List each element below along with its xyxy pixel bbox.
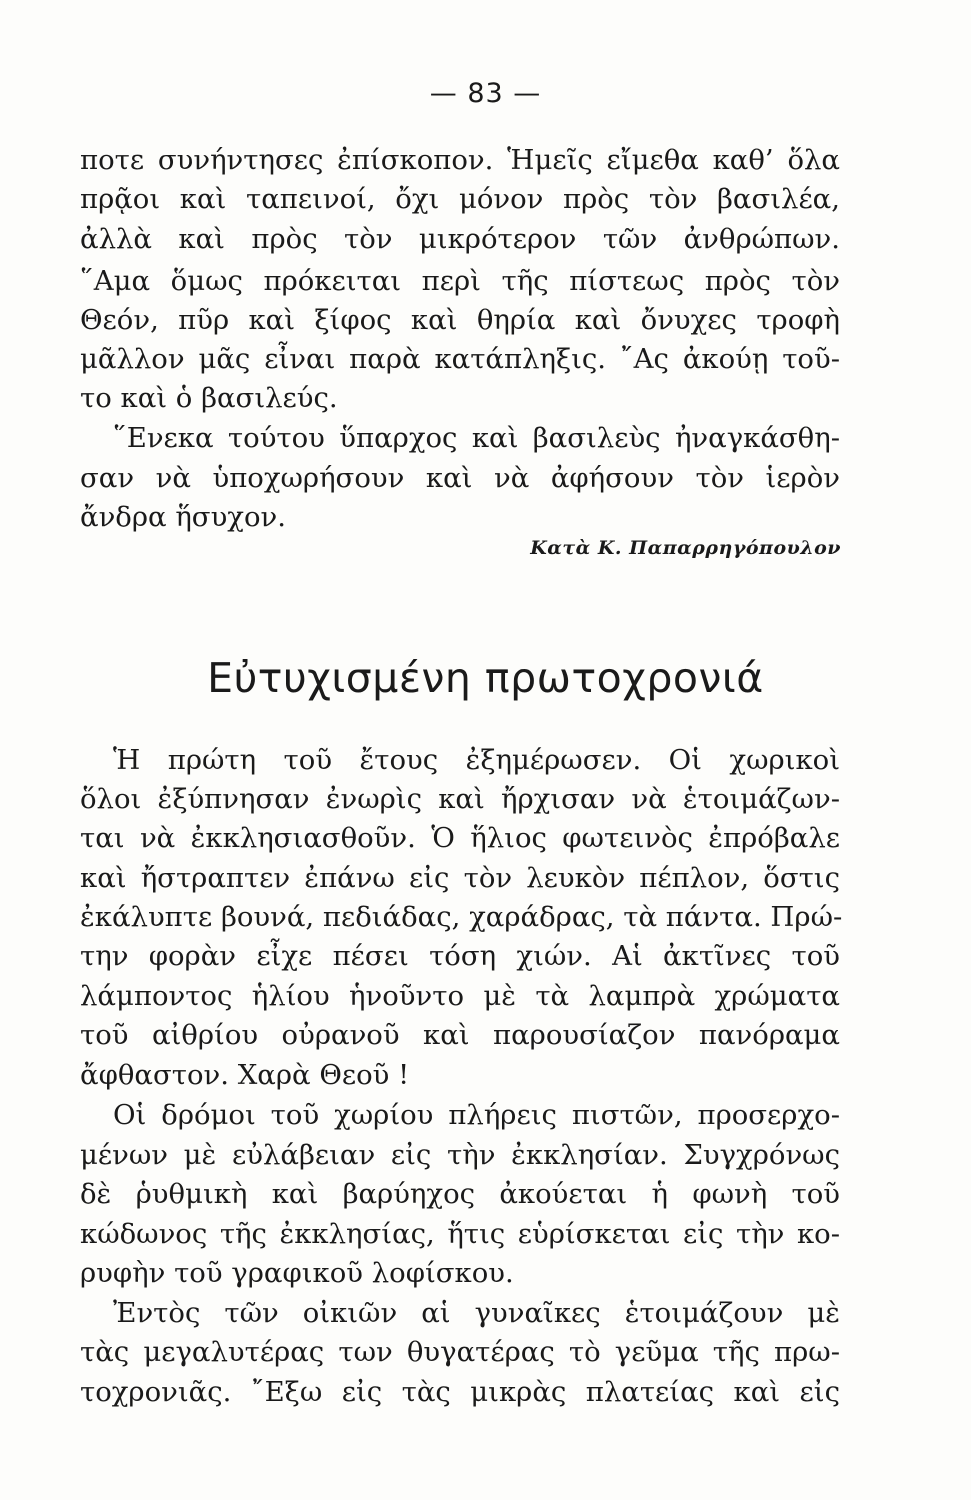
text-line: μένων μὲ εὐλάβειαν εἰς τὴν ἐκκλησίαν. Συγχρόνως xyxy=(80,1139,840,1171)
text-line: τοχρονιᾶς. ῎Εξω εἰς τὰς μικρὰς πλατείας καὶ εἰς xyxy=(80,1376,840,1408)
text-line: ἀλλὰ καὶ πρὸς τὸν μικρότερον τῶν ἀνθρώπων. xyxy=(80,223,840,255)
text-line: ῞Αμα ὅμως πρόκειται περὶ τῆς πίστεως πρὸς τὸν xyxy=(80,265,840,297)
author-attribution: Κατὰ Κ. Παπαρρηγόπουλον xyxy=(530,537,841,559)
text-line: την φορὰν εἶχε πέσει τόση χιών. Αἱ ἀκτῖνες τοῦ xyxy=(80,940,840,972)
text-line: ἄφθαστον. Χαρὰ Θεοῦ ! xyxy=(80,1059,410,1091)
paragraph-first-line: Ἡ πρώτη τοῦ ἔτους ἐξημέρωσεν. Οἱ χωρικοὶ xyxy=(113,744,840,776)
paragraph-first-line: Οἱ δρόμοι τοῦ χωρίου πλήρεις πιστῶν, προσερχο- xyxy=(113,1099,840,1131)
text-line: ρυφὴν τοῦ γραφικοῦ λοφίσκου. xyxy=(80,1257,514,1289)
text-line: ἐκάλυπτε βουνά, πεδιάδας, χαράδρας, τὰ πάντα. Πρώ- xyxy=(80,901,843,933)
text-line: καὶ ἤστραπτεν ἐπάνω εἰς τὸν λευκὸν πέπλον, ὅστις xyxy=(80,862,840,894)
text-line: Θεόν, πῦρ καὶ ξίφος καὶ θηρία καὶ ὄνυχες τροφὴ xyxy=(80,304,840,336)
text-line: κώδωνος τῆς ἐκκλησίας, ἥτις εὑρίσκεται εἰς τὴν κο- xyxy=(80,1218,840,1250)
text-line: ὅλοι ἐξύπνησαν ἐνωρὶς καὶ ἤρχισαν νὰ ἑτοιμάζων- xyxy=(80,783,840,815)
page-number: — 83 — xyxy=(429,78,542,109)
text-line: ποτε συνήντησες ἐπίσκοπον. Ἡμεῖς εἴμεθα καθ’ ὅλα xyxy=(80,144,840,176)
text-line: το καὶ ὁ βασιλεύς. xyxy=(80,382,338,414)
text-line: ἄνδρα ἥσυχον. xyxy=(80,501,286,533)
text-line: τοῦ αἰθρίου οὐρανοῦ καὶ παρουσίαζον πανόραμα xyxy=(80,1019,840,1051)
text-line: τὰς μεγαλυτέρας των θυγατέρας τὸ γεῦμα τῆς πρω- xyxy=(80,1336,840,1368)
text-line: μᾶλλον μᾶς εἶναι παρὰ κατάπληξις. ῎Ας ἀκούῃ τοῦ- xyxy=(80,343,840,375)
text-line: δὲ ῥυθμικὴ καὶ βαρύηχος ἀκούεται ἡ φωνὴ τοῦ xyxy=(80,1178,840,1210)
text-line: λάμποντος ἡλίου ἡνοῦντο μὲ τὰ λαμπρὰ χρώματα xyxy=(80,980,840,1012)
section-title: Εὐτυχισμένη πρωτοχρονιά xyxy=(207,654,764,702)
text-line: σαν νὰ ὑποχωρήσουν καὶ νὰ ἀφήσουν τὸν ἱερὸν xyxy=(80,462,840,494)
paragraph-first-line: ῞Ενεκα τούτου ὕπαρχος καὶ βασιλεὺς ἠναγκάσθη- xyxy=(113,422,840,454)
text-line: πρᾷοι καὶ ταπεινοί, ὄχι μόνον πρὸς τὸν βασιλέα, xyxy=(80,183,840,215)
text-line: ται νὰ ἐκκλησιασθοῦν. Ὁ ἥλιος φωτεινὸς ἐπρόβαλε xyxy=(80,822,840,854)
paragraph-first-line: Ἐντὸς τῶν οἰκιῶν αἱ γυναῖκες ἑτοιμάζουν μὲ xyxy=(113,1297,840,1329)
